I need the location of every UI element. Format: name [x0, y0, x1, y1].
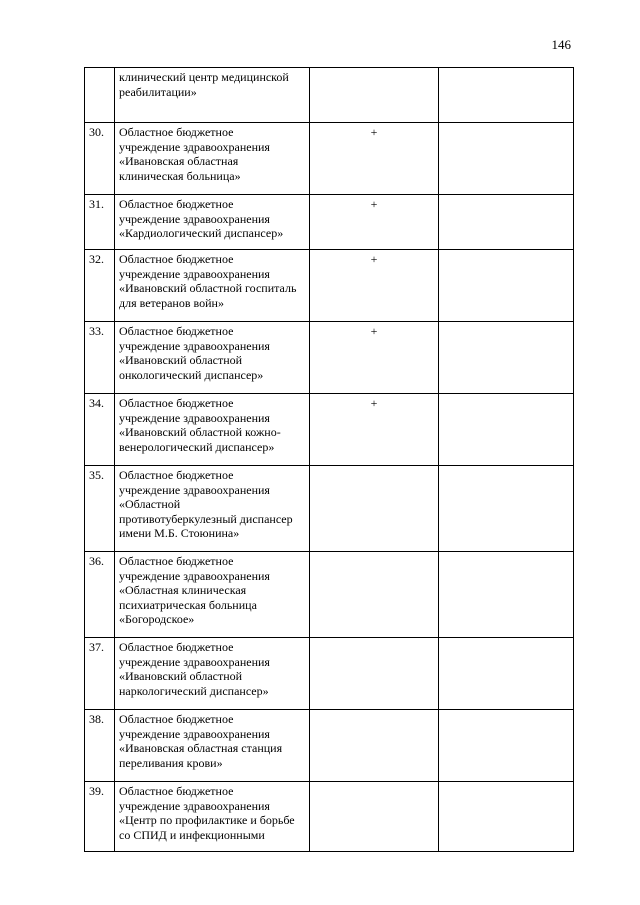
institution-name-line: «Областной	[119, 497, 181, 511]
row-number-cell: 31.	[85, 195, 115, 250]
institution-name-cell	[115, 552, 310, 638]
institution-name-line: онкологический диспансер»	[119, 367, 264, 382]
table-row	[85, 68, 574, 123]
institution-name-line: «Ивановский областной	[119, 669, 243, 683]
empty-cell	[439, 250, 574, 322]
institution-name-line: со СПИД и инфекционными	[119, 827, 265, 842]
empty-cell	[439, 322, 574, 394]
institution-name-line: учреждение здравоохранения	[119, 139, 270, 154]
institution-name-cell	[115, 123, 310, 195]
row-number-cell: 34.	[85, 394, 115, 466]
institution-name-line: наркологический диспансер»	[119, 683, 269, 698]
table-row	[85, 710, 574, 782]
mark-cell	[310, 710, 439, 782]
institution-name-line: «Ивановская областная станция	[119, 741, 283, 755]
mark-cell	[310, 68, 439, 123]
institution-name-line: клинический центр медицинской	[119, 70, 289, 84]
institution-name-line: «Ивановский областной кожно-	[119, 425, 281, 439]
institution-name-line: венерологический диспансер»	[119, 439, 275, 454]
institution-name-cell	[115, 394, 310, 466]
table-row	[85, 250, 574, 322]
institution-name-line: противотуберкулезный диспансер	[119, 511, 293, 526]
table-row	[85, 195, 574, 250]
empty-cell	[439, 638, 574, 710]
institution-name-cell	[115, 250, 310, 322]
mark-cell: +	[310, 394, 439, 466]
institution-name-line: «Ивановская областная	[119, 154, 239, 168]
row-number-cell: 35.	[85, 466, 115, 552]
institution-name-line: Областное бюджетное	[119, 468, 234, 482]
institution-name-line: реабилитации»	[119, 84, 197, 99]
row-number-cell: 37.	[85, 638, 115, 710]
mark-cell: +	[310, 123, 439, 195]
table-row	[85, 322, 574, 394]
institutions-table	[84, 67, 574, 852]
institution-name-line: учреждение здравоохранения	[119, 654, 270, 669]
institution-name-line: учреждение здравоохранения	[119, 726, 270, 741]
institution-name-line: клиническая больница»	[119, 168, 241, 183]
institution-name-line: психиатрическая больница	[119, 597, 257, 612]
institution-name-line: Областное бюджетное	[119, 640, 234, 654]
institution-name-cell	[115, 68, 310, 123]
institution-name-line: Областное бюджетное	[119, 324, 234, 338]
table-row	[85, 123, 574, 195]
mark-cell: +	[310, 250, 439, 322]
institution-name-line: учреждение здравоохранения	[119, 482, 270, 497]
institution-name-line: учреждение здравоохранения	[119, 211, 270, 226]
institution-name-line: переливания крови»	[119, 755, 223, 770]
institution-name-line: учреждение здравоохранения	[119, 568, 270, 583]
row-number-cell: 36.	[85, 552, 115, 638]
institution-name-line: для ветеранов войн»	[119, 295, 224, 310]
mark-cell	[310, 638, 439, 710]
table-row	[85, 466, 574, 552]
empty-cell	[439, 710, 574, 782]
institution-name-line: «Ивановский областной	[119, 353, 243, 367]
empty-cell	[439, 195, 574, 250]
empty-cell	[439, 123, 574, 195]
table-row	[85, 552, 574, 638]
institution-name-cell	[115, 322, 310, 394]
institution-name-line: «Ивановский областной госпиталь	[119, 281, 297, 295]
empty-cell	[439, 782, 574, 852]
institution-name-line: Областное бюджетное	[119, 396, 234, 410]
table-row	[85, 394, 574, 466]
table-body	[85, 68, 574, 852]
row-number-cell: 32.	[85, 250, 115, 322]
institution-name-line: учреждение здравоохранения	[119, 798, 270, 813]
institution-name-line: имени М.Б. Стоюнина»	[119, 526, 240, 540]
institution-name-cell	[115, 638, 310, 710]
institution-name-cell	[115, 195, 310, 250]
institution-name-cell	[115, 782, 310, 852]
institution-name-line: Областное бюджетное	[119, 554, 234, 568]
row-number-cell: 30.	[85, 123, 115, 195]
empty-cell	[439, 466, 574, 552]
row-number-cell: 39.	[85, 782, 115, 852]
institution-name-cell	[115, 710, 310, 782]
institution-name-line: Областное бюджетное	[119, 197, 234, 211]
institution-name-line: «Богородское»	[119, 612, 195, 626]
page-number: 146	[551, 37, 571, 52]
institution-name-line: учреждение здравоохранения	[119, 338, 270, 353]
institution-name-line: Областное бюджетное	[119, 252, 234, 266]
institution-name-line: учреждение здравоохранения	[119, 410, 270, 425]
row-number-cell: 38.	[85, 710, 115, 782]
mark-cell	[310, 552, 439, 638]
institution-name-cell	[115, 466, 310, 552]
row-number-cell: 33.	[85, 322, 115, 394]
empty-cell	[439, 68, 574, 123]
empty-cell	[439, 394, 574, 466]
table-row	[85, 782, 574, 852]
table-row	[85, 638, 574, 710]
mark-cell	[310, 782, 439, 852]
institution-name-line: «Центр по профилактике и борьбе	[119, 813, 295, 827]
institution-name-line: Областное бюджетное	[119, 784, 234, 798]
institution-name-line: «Областная клиническая	[119, 583, 247, 597]
mark-cell: +	[310, 322, 439, 394]
institution-name-line: Областное бюджетное	[119, 712, 234, 726]
row-number-cell	[85, 68, 115, 123]
institution-name-line: «Кардиологический диспансер»	[119, 226, 284, 240]
institution-name-line: Областное бюджетное	[119, 125, 234, 139]
empty-cell	[439, 552, 574, 638]
institution-name-line: учреждение здравоохранения	[119, 266, 270, 281]
mark-cell: +	[310, 195, 439, 250]
mark-cell	[310, 466, 439, 552]
